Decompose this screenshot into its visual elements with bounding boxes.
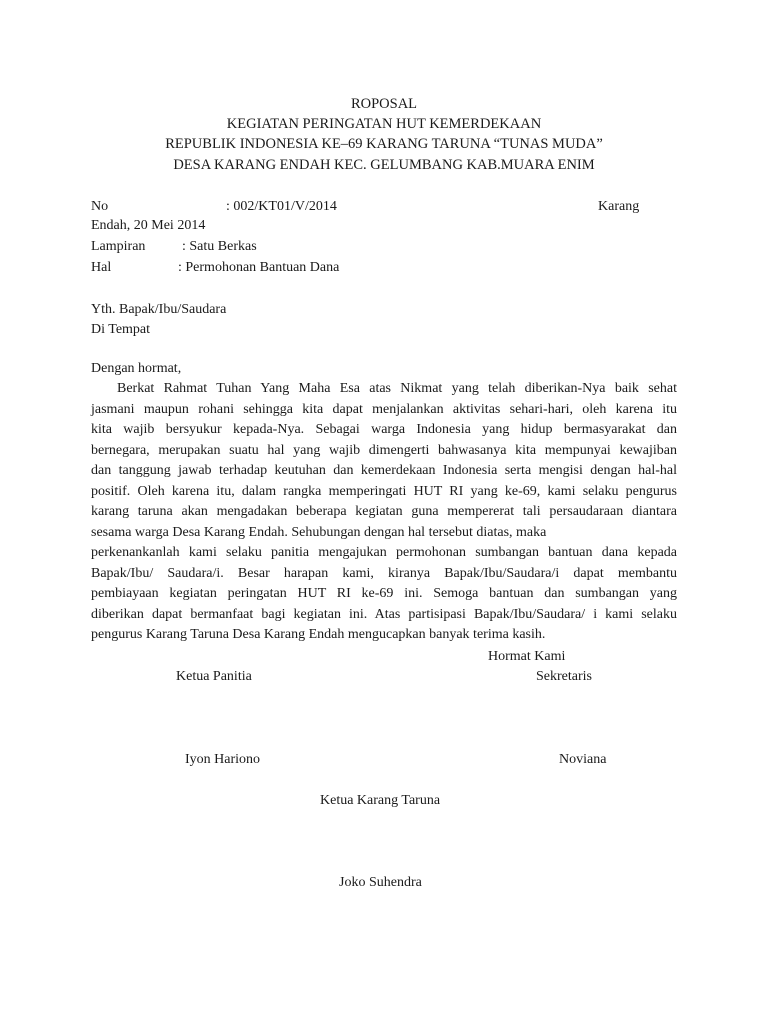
- body-line: karang taruna akan mengadakan beberapa kegiatan guna mempererat tali persaudaraan diantara: [91, 504, 677, 519]
- recipient-line-2: Di Tempat: [91, 322, 151, 337]
- body-paragraph: [91, 379, 677, 646]
- header-line-2: KEGIATAN PERINGATAN HUT KEMERDEKAAN: [226, 116, 542, 132]
- body-line: diberikan dapat bermanfaat bagi kegiatan ini. Atas partisipasi Bapak/Ibu/Saudara/ i kami selaku: [91, 606, 677, 622]
- body-line: bernegara, merupakan suatu hal yang wajib dimengerti bahwasanya kita mempunyai kewajiban: [91, 442, 677, 458]
- body-line: perkenankanlah kami selaku panitia mengajukan permohonan sumbangan bantuan dana kepada: [91, 545, 677, 560]
- body-line: Berkat Rahmat Tuhan Yang Maha Esa atas Nikmat yang telah diberikan-Nya baik sehat: [117, 381, 677, 396]
- lampiran-label: Lampiran: [91, 239, 146, 254]
- body-line: positif. Oleh karena itu, dalam rangka memperingati HUT RI yang ke-69, kami selaku pengurus: [91, 483, 677, 499]
- header-line-1: ROPOSAL: [350, 96, 418, 112]
- place-date: Endah, 20 Mei 2014: [91, 218, 206, 233]
- hormat-kami: Hormat Kami: [488, 649, 566, 664]
- no-value: : 002/KT01/V/2014: [226, 199, 337, 214]
- body-line: kita wajib bersyukur kepada-Nya. Sebagai warga Indonesia yang hidup bermasyarakat dan: [91, 422, 677, 437]
- ketua-panitia-title: Ketua Panitia: [176, 669, 252, 684]
- hal-label: Hal: [91, 260, 112, 275]
- no-label: No: [91, 199, 109, 214]
- body-line: Bapak/Ibu/ Saudara/i. Besar harapan kami, kiranya Bapak/Ibu/Saudara/i dapat membantu: [91, 565, 677, 581]
- sekretaris-title: Sekretaris: [536, 669, 592, 684]
- ketua-karang-taruna-title: Ketua Karang Taruna: [320, 793, 441, 808]
- body-line: sesama warga Desa Karang Endah. Sehubungan dengan hal tersebut diatas, maka: [91, 524, 547, 540]
- body-line: jasmani maupun rohani sehingga kita dapat menjalankan aktivitas sehari-hari, oleh karena itu: [91, 401, 677, 417]
- recipient-line-1: Yth. Bapak/Ibu/Saudara: [91, 302, 227, 317]
- header-line-4: DESA KARANG ENDAH KEC. GELUMBANG KAB.MUARA ENIM: [173, 157, 595, 173]
- body-line: dan tanggung jawab terhadap keutuhan dan kemerdekaan Indonesia serta mengisi dengan hal-hal: [91, 463, 677, 478]
- body-line: pengurus Karang Taruna Desa Karang Endah mengucapkan banyak terima kasih.: [91, 627, 546, 642]
- header-line-3: REPUBLIK INDONESIA KE–69 KARANG TARUNA “TUNAS MUDA”: [165, 136, 603, 152]
- hal-value: : Permohonan Bantuan Dana: [178, 260, 340, 275]
- greeting: Dengan hormat,: [91, 361, 182, 376]
- sekretaris-name: Noviana: [559, 752, 607, 767]
- ketua-panitia-name: Iyon Hariono: [185, 752, 261, 767]
- ketua-karang-taruna-name: Joko Suhendra: [339, 875, 422, 890]
- body-line: pembiayaan kegiatan peringatan HUT RI ke-69 ini. Semoga bantuan dan sumbangan yang: [91, 586, 677, 601]
- place-part-1: Karang: [598, 199, 640, 214]
- lampiran-value: : Satu Berkas: [182, 239, 257, 254]
